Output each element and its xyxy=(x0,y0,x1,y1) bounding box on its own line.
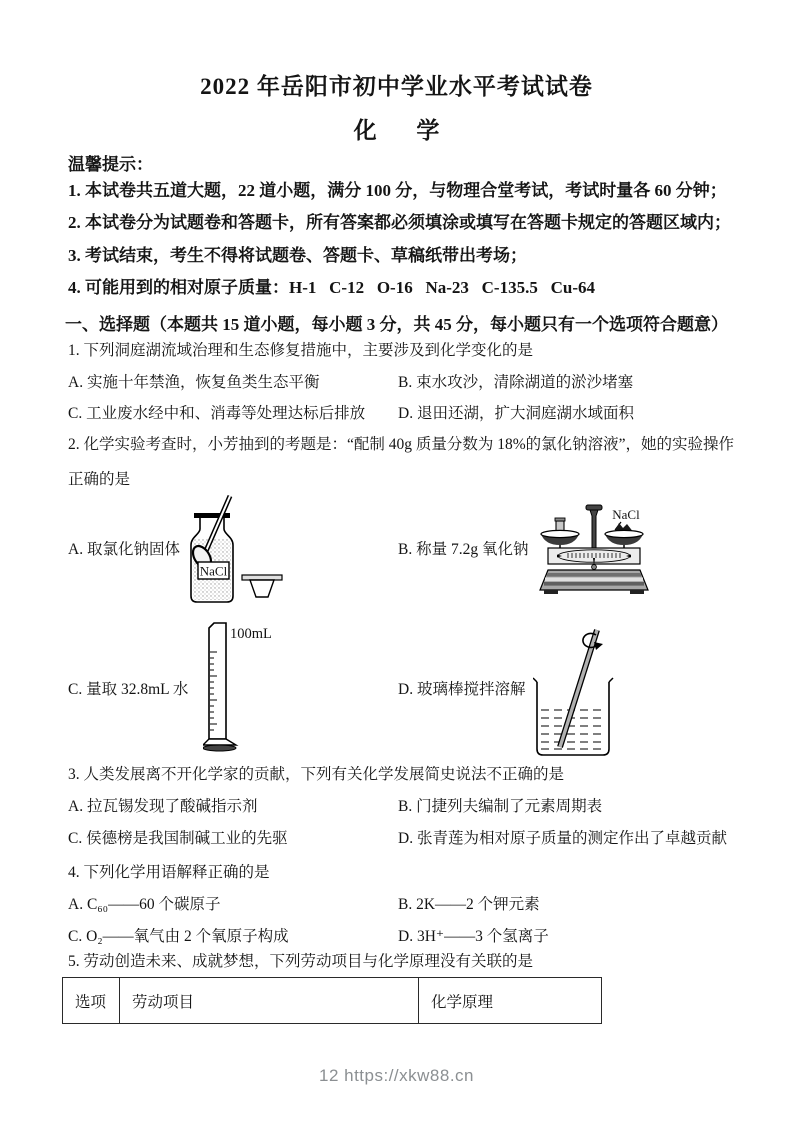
cylinder-capacity-label: 100mL xyxy=(230,626,272,642)
q5-table-header-principle: 化学原理 xyxy=(431,993,494,1011)
q4-option-b: B. 2K——2 个钾元素 xyxy=(398,896,540,913)
beaker-stirring-illustration xyxy=(533,628,618,760)
notice-label: 温馨提示： xyxy=(68,155,153,174)
beaker-rim-flare xyxy=(533,678,613,682)
notice-item-3: 3. 考试结束，考生不得将试题卷、答题卡、草稿纸带出考场； xyxy=(68,246,527,265)
notice-item-4: 4. 可能用到的相对原子质量：H-1 C-12 O-16 Na-23 C-135.5 Cu-64 xyxy=(68,278,595,297)
q5-stem: 5. 劳动创造未来、成就梦想，下列劳动项目与化学原理没有关联的是 xyxy=(68,953,534,970)
q2-option-a: A. 取氯化钠固体 xyxy=(68,541,180,558)
base-stripe-2 xyxy=(545,578,643,582)
left-pan-rim xyxy=(541,530,579,537)
q2-option-d: D. 玻璃棒搅拌溶解 xyxy=(398,681,526,698)
adjust-knob xyxy=(592,565,597,570)
stir-arrow-head xyxy=(594,642,603,650)
q5-table-header-project: 劳动项目 xyxy=(120,978,419,1023)
q1-option-c: C. 工业废水经中和、消毒等处理达标后排放 xyxy=(68,405,366,422)
q1-option-d: D. 退田还湖，扩大洞庭湖水域面积 xyxy=(398,405,634,422)
reagent-bottle-illustration xyxy=(186,495,286,607)
notice-item-2: 2. 本试卷分为试题卷和答题卡，所有答案都必须填涂或填写在答题卡规定的答题区域内； xyxy=(68,213,731,232)
weight-cap xyxy=(555,518,565,521)
q3-option-c: C. 侯德榜是我国制碱工业的先驱 xyxy=(68,830,288,847)
stopper-plate xyxy=(242,575,282,580)
page-footer: 12 https://xkw88.cn xyxy=(318,1066,475,1085)
balance-nacl-label: NaCl xyxy=(612,507,640,522)
pillar-cap xyxy=(586,505,602,510)
base-stripe-1 xyxy=(547,573,641,577)
bottle-label-text: NaCl xyxy=(199,563,228,579)
q1-option-b: B. 束水攻沙，清除湖道的淤沙堵塞 xyxy=(398,374,634,391)
cylinder-base xyxy=(203,745,236,751)
base-foot-left xyxy=(544,590,558,594)
q4-option-d: D. 3H⁺——3 个氢离子 xyxy=(398,928,549,945)
stopper-body xyxy=(250,580,274,597)
liquid-hatching xyxy=(541,710,605,749)
section-1-heading: 一、选择题（本题共 15 道小题，每小题 3 分，共 45 分，每小题只有一个选项符合题意） xyxy=(65,315,728,334)
base-stripe-3 xyxy=(544,582,644,586)
page-title: 2022 年岳阳市初中学业水平考试试卷 xyxy=(200,74,593,99)
q5-table xyxy=(62,977,602,1024)
pillar xyxy=(590,510,598,550)
q1-option-a: A. 实施十年禁渔，恢复鱼类生态平衡 xyxy=(68,374,320,391)
notice-item-1: 1. 本试卷共五道大题，22 道小题，满分 100 分，与物理合堂考试，考试时量各 60 分钟； xyxy=(68,181,727,200)
q2-option-c: C. 量取 32.8mL 水 xyxy=(68,681,189,698)
q4-stem: 4. 下列化学用语解释正确的是 xyxy=(68,864,270,881)
q3-option-b: B. 门捷列夫编制了元素周期表 xyxy=(398,798,603,815)
graduated-cylinder-illustration xyxy=(203,622,278,754)
cylinder-foot xyxy=(203,739,236,745)
subject-title: 化 学 xyxy=(353,118,440,143)
q3-option-d: D. 张青莲为相对原子质量的测定作出了卓越贡献 xyxy=(398,830,727,847)
q1-stem: 1. 下列洞庭湖流域治理和生态修复措施中，主要涉及到化学变化的是 xyxy=(68,342,534,359)
q4-option-c: C. O₂——氧气由 2 个氧原子构成 xyxy=(68,928,289,945)
q2-stem: 2. 化学实验考查时，小芳抽到的考题是：“配制 40g 质量分数为 18%的氯化钠溶液”，她的实验操作正确的是 xyxy=(68,436,735,488)
q2-option-b: B. 称量 7.2g 氧化钠 xyxy=(398,541,529,558)
q3-stem: 3. 人类发展离不开化学家的贡献，下列有关化学发展简史说法不正确的是 xyxy=(68,766,565,783)
q5-table-header-option: 选项 xyxy=(63,978,120,1023)
right-pan-rim xyxy=(605,530,643,537)
balance-scale-illustration xyxy=(538,498,650,598)
base-foot-right xyxy=(630,590,644,594)
q3-option-a: A. 拉瓦锡发现了酸碱指示剂 xyxy=(68,798,258,815)
cylinder-tube xyxy=(209,623,226,739)
q4-option-a: A. C₆₀——60 个碳原子 xyxy=(68,896,221,913)
